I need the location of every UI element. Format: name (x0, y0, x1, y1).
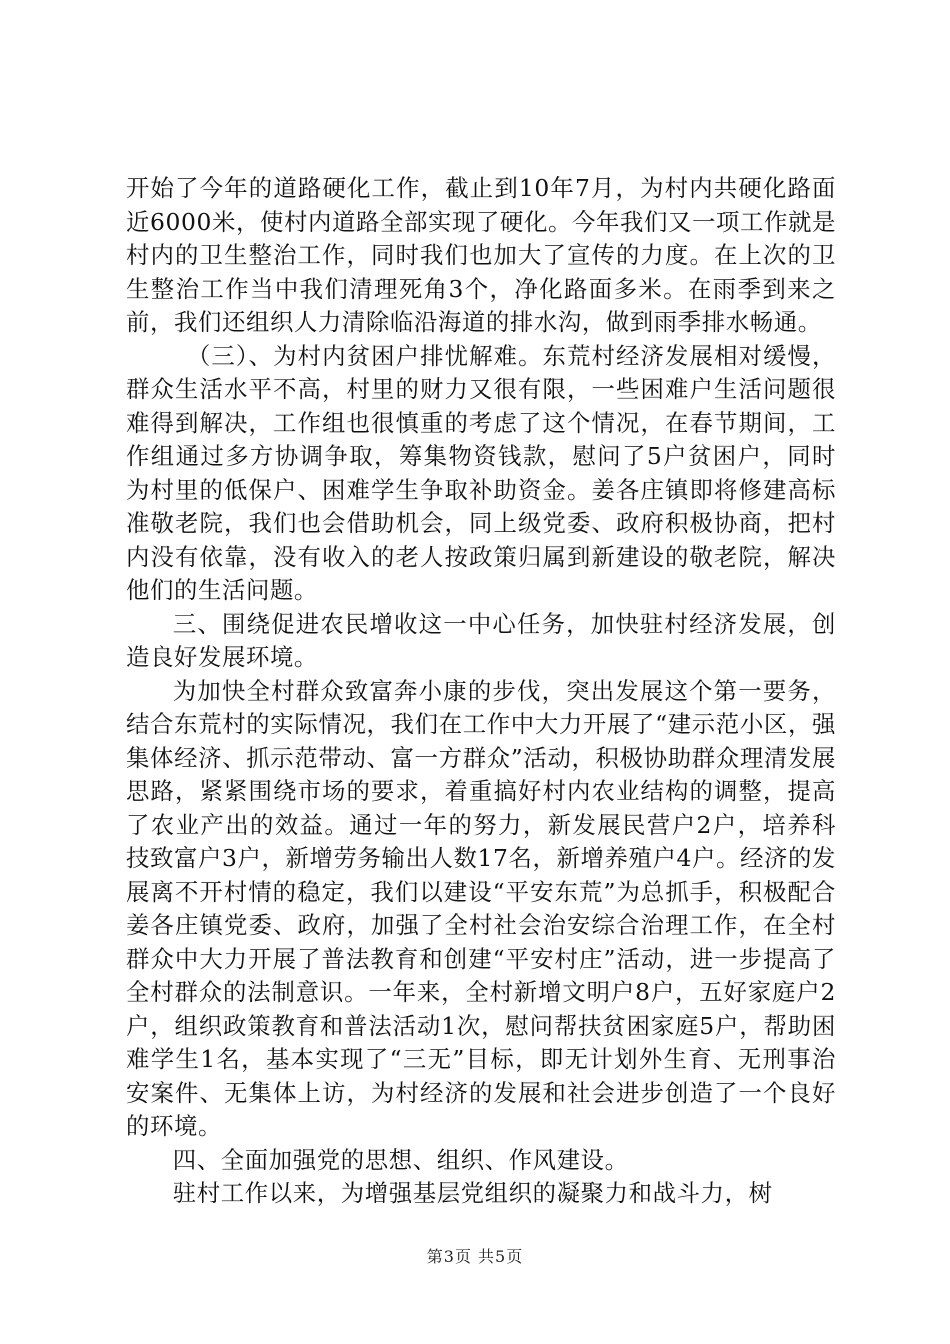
paragraph-poverty-relief: （三）、为村内贫困户排忧解难。东荒村经济发展相对缓慢，群众生活水平不高，村里的财力又很有限，一些困难户生活问题很难得到解决，工作组也很慎重的考虑了这个情况，在春节期间，工作组通过多方协调争取，筹集物资钱款，慰问了5户贫困户，同时为村里的低保户、困难学生争取补助资金。姜各庄镇即将修建高标准敬老院，我们也会借助机会，同上级党委、政府积极协商，把村内没有依靠，没有收入的老人按政策归属到新建设的敬老院，解决他们的生活问题。 (126, 341, 836, 604)
document-body (126, 172, 836, 1211)
paragraph-road-and-sanitation: 开始了今年的道路硬化工作，截止到10年7月，为村内共硬化路面近6000米，使村内道路全部实现了硬化。今年我们又一项工作就是村内的卫生整治工作，同时我们也加大了宣传的力度。在上次的卫生整治工作当中我们清理死角3个，净化路面多米。在雨季到来之前，我们还组织人力清除临沿海道的排水沟，做到雨季排水畅通。 (126, 174, 836, 336)
paragraph-party-building: 驻村工作以来，为增强基层党组织的凝聚力和战斗力，树 (172, 1179, 773, 1207)
section-heading-party-building: 四、全面加强党的思想、组织、作风建设。 (172, 1145, 629, 1174)
page-number-footer: 第3页 共5页 (426, 1247, 524, 1266)
section-heading-economic-development: 三、围绕促进农民增收这一中心任务，加快驻村经济发展，创造良好发展环境。 (126, 609, 836, 671)
paragraph-economic-development: 为加快全村群众致富奔小康的步伐，突出发展这个第一要务，结合东荒村的实际情况，我们在工作中大力开展了“建示范小区，强集体经济、抓示范带动、富一方群众”活动，积极协助群众理清发展思路，紧紧围绕市场的要求，着重搞好村内农业结构的调整，提高了农业产出的效益。通过一年的努力，新发展民营户2户，培养科技致富户3户，新增劳务输出人数17名，新增养殖户4户。经济的发展离不开村情的稳定，我们以建设“平安东荒”为总抓手，积极配合姜各庄镇党委、政府，加强了全村社会治安综合治理工作，在全村群众中大力开展了普法教育和创建“平安村庄”活动，进一步提高了全村群众的法制意识。一年来，全村新增文明户8户，五好家庭户2户，组织政策教育和普法活动1次，慰问帮扶贫困家庭5户，帮助困难学生1名，基本实现了“三无”目标，即无计划外生育、无刑事治安案件、无集体上访，为村经济的发展和社会进步创造了一个良好的环境。 (126, 676, 836, 1140)
